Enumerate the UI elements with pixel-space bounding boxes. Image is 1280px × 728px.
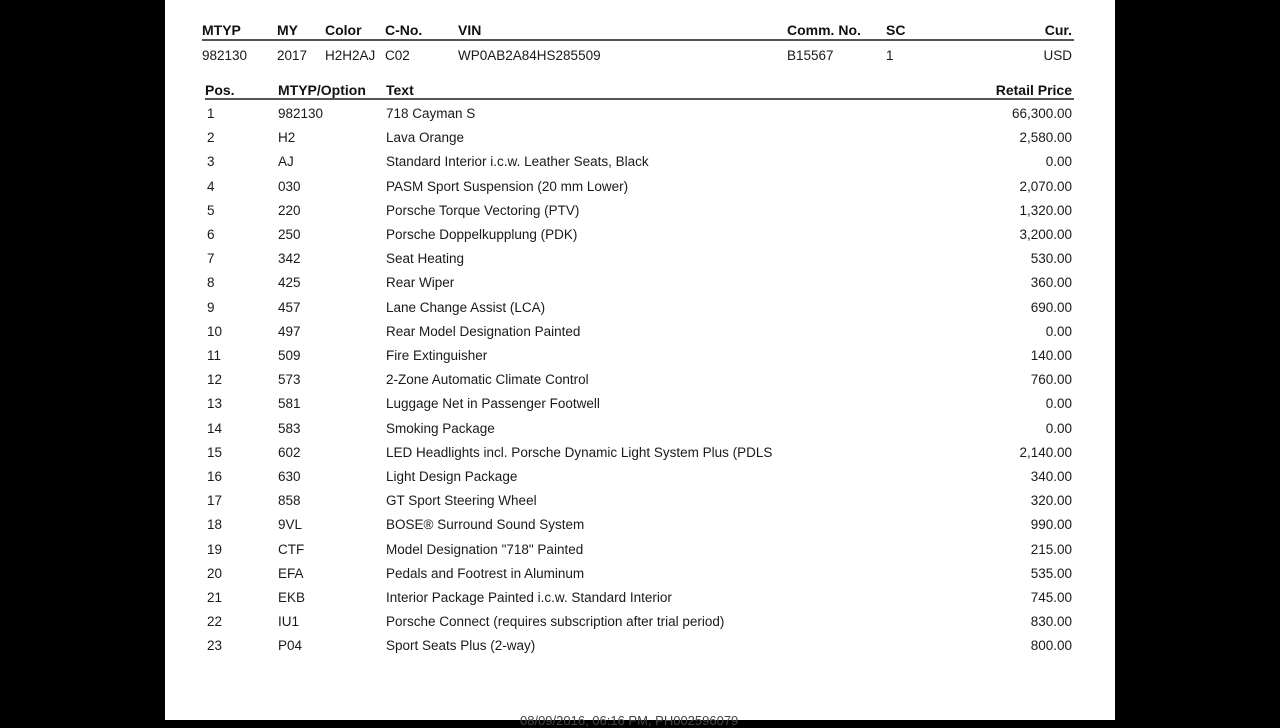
value-color: H2H2AJ — [325, 48, 376, 63]
label-mtyp: MTYP — [202, 22, 241, 38]
row-retail-price: 990.00 — [1030, 517, 1072, 533]
row-retail-price: 830.00 — [1030, 614, 1072, 630]
row-option-code: 858 — [278, 493, 301, 509]
row-option-code: CTF — [278, 541, 305, 557]
table-row — [165, 201, 1115, 221]
row-option-code: 342 — [278, 251, 301, 267]
row-option-code: 497 — [278, 323, 301, 339]
col-option: MTYP/Option — [278, 82, 366, 98]
table-row — [165, 515, 1115, 535]
value-mtyp: 982130 — [202, 48, 248, 63]
row-option-code: IU1 — [278, 614, 300, 630]
row-pos: 16 — [207, 469, 223, 484]
row-retail-price: 2,070.00 — [1019, 178, 1072, 194]
label-sc: SC — [886, 22, 906, 38]
row-pos: 12 — [207, 372, 223, 388]
label-currency: Cur. — [1044, 22, 1072, 38]
row-retail-price: 1,320.00 — [1019, 202, 1072, 218]
row-retail-price: 320.00 — [1030, 493, 1072, 509]
row-option-text: Model Designation "718" Painted — [386, 541, 584, 557]
row-retail-price: 760.00 — [1030, 372, 1072, 388]
row-pos: 9 — [207, 299, 215, 315]
row-option-code: EFA — [278, 565, 304, 581]
row-option-text: Lava Orange — [386, 130, 465, 146]
row-option-code: 583 — [278, 420, 301, 436]
table-row — [165, 540, 1115, 560]
label-my: MY — [277, 22, 298, 38]
row-option-code: AJ — [278, 154, 294, 170]
vehicle-header-labels — [165, 20, 1115, 40]
row-option-code: P04 — [278, 638, 303, 654]
value-sc: 1 — [886, 48, 894, 63]
row-pos: 1 — [207, 106, 215, 121]
document-page — [165, 0, 1115, 728]
row-option-text: Sport Seats Plus (2-way) — [386, 638, 536, 654]
row-option-code: H2 — [278, 130, 296, 146]
vehicle-header-values — [165, 46, 1115, 66]
row-option-code: 630 — [278, 469, 301, 484]
row-pos: 14 — [207, 420, 223, 436]
row-option-code: 509 — [278, 348, 301, 363]
row-option-text: PASM Sport Suspension (20 mm Lower) — [386, 178, 629, 194]
row-option-text: Porsche Doppelkupplung (PDK) — [386, 227, 578, 242]
row-pos: 18 — [207, 517, 223, 533]
row-option-code: 581 — [278, 396, 301, 412]
page-footer: 08/09/2016, 06:16 PM, PH002596079 — [520, 713, 739, 728]
table-row — [165, 443, 1115, 463]
row-retail-price: 0.00 — [1045, 396, 1072, 412]
table-row — [165, 225, 1115, 245]
label-comm-no: Comm. No. — [787, 22, 861, 38]
row-option-text: GT Sport Steering Wheel — [386, 493, 537, 509]
row-retail-price: 3,200.00 — [1019, 227, 1072, 242]
row-retail-price: 360.00 — [1030, 275, 1072, 291]
table-row — [165, 104, 1115, 124]
table-row — [165, 346, 1115, 366]
value-vin: WP0AB2A84HS285509 — [458, 48, 601, 63]
row-option-text: Rear Model Designation Painted — [386, 323, 581, 339]
row-retail-price: 690.00 — [1030, 299, 1072, 315]
table-row — [165, 298, 1115, 318]
row-option-code: EKB — [278, 590, 306, 605]
row-option-text: Luggage Net in Passenger Footwell — [386, 396, 600, 412]
row-retail-price: 340.00 — [1030, 469, 1072, 484]
row-pos: 2 — [207, 130, 215, 146]
row-option-text: Standard Interior i.c.w. Leather Seats, Black — [386, 154, 649, 170]
value-currency: USD — [1043, 48, 1072, 63]
label-cno: C-No. — [385, 22, 423, 38]
row-option-text: 718 Cayman S — [386, 106, 476, 121]
row-option-code: 425 — [278, 275, 301, 291]
table-row — [165, 419, 1115, 439]
table-row — [165, 128, 1115, 148]
row-option-text: Fire Extinguisher — [386, 348, 488, 363]
table-row — [165, 612, 1115, 632]
row-pos: 23 — [207, 638, 223, 654]
row-pos: 22 — [207, 614, 223, 630]
table-row — [165, 394, 1115, 414]
table-divider — [205, 98, 1074, 100]
row-option-code: 030 — [278, 178, 301, 194]
value-my: 2017 — [277, 48, 308, 63]
row-option-text: Seat Heating — [386, 251, 465, 267]
row-pos: 10 — [207, 323, 223, 339]
row-pos: 7 — [207, 251, 215, 267]
header-divider — [202, 39, 1074, 41]
row-pos: 20 — [207, 565, 223, 581]
row-retail-price: 800.00 — [1030, 638, 1072, 654]
row-option-code: 220 — [278, 202, 301, 218]
row-option-code: 457 — [278, 299, 301, 315]
row-retail-price: 530.00 — [1030, 251, 1072, 267]
label-color: Color — [325, 22, 362, 38]
row-retail-price: 0.00 — [1045, 154, 1072, 170]
row-retail-price: 2,580.00 — [1019, 130, 1072, 146]
row-option-text: Porsche Torque Vectoring (PTV) — [386, 202, 580, 218]
label-vin: VIN — [458, 22, 482, 38]
table-row — [165, 467, 1115, 487]
row-pos: 21 — [207, 590, 223, 605]
row-pos: 4 — [207, 178, 215, 194]
row-retail-price: 66,300.00 — [1011, 106, 1072, 121]
value-comm-no: B15567 — [787, 48, 834, 63]
col-text: Text — [386, 82, 414, 98]
table-row — [165, 177, 1115, 197]
row-pos: 5 — [207, 202, 215, 218]
row-option-code: 602 — [278, 444, 301, 460]
table-row — [165, 636, 1115, 656]
row-option-text: Interior Package Painted i.c.w. Standard Interior — [386, 590, 672, 605]
row-option-text: Pedals and Footrest in Aluminum — [386, 565, 585, 581]
row-option-code: 573 — [278, 372, 301, 388]
row-option-code: 9VL — [278, 517, 303, 533]
row-pos: 17 — [207, 493, 223, 509]
row-option-text: BOSE® Surround Sound System — [386, 517, 585, 533]
row-pos: 15 — [207, 444, 223, 460]
row-option-code: 982130 — [278, 106, 324, 121]
row-option-text: Porsche Connect (requires subscription after trial period) — [386, 614, 725, 630]
col-pos: Pos. — [205, 82, 235, 98]
row-option-text: Light Design Package — [386, 469, 518, 484]
row-option-text: Rear Wiper — [386, 275, 455, 291]
table-row — [165, 491, 1115, 511]
row-retail-price: 535.00 — [1030, 565, 1072, 581]
row-pos: 3 — [207, 154, 215, 170]
table-row — [165, 249, 1115, 269]
row-pos: 11 — [207, 348, 222, 363]
row-option-text: Smoking Package — [386, 420, 495, 436]
table-row — [165, 370, 1115, 390]
options-table-header — [165, 80, 1115, 100]
value-cno: C02 — [385, 48, 410, 63]
table-row — [165, 273, 1115, 293]
row-option-text: 2-Zone Automatic Climate Control — [386, 372, 589, 388]
row-pos: 19 — [207, 541, 223, 557]
row-retail-price: 215.00 — [1030, 541, 1072, 557]
col-retail-price: Retail Price — [995, 82, 1072, 98]
row-pos: 6 — [207, 227, 215, 242]
table-row — [165, 588, 1115, 608]
row-retail-price: 745.00 — [1030, 590, 1072, 605]
row-option-text: Lane Change Assist (LCA) — [386, 299, 546, 315]
table-row — [165, 564, 1115, 584]
row-pos: 13 — [207, 396, 223, 412]
row-retail-price: 0.00 — [1045, 420, 1072, 436]
row-option-code: 250 — [278, 227, 301, 242]
row-retail-price: 2,140.00 — [1019, 444, 1072, 460]
table-row — [165, 322, 1115, 342]
row-retail-price: 140.00 — [1030, 348, 1072, 363]
table-row — [165, 152, 1115, 172]
row-option-text: LED Headlights incl. Porsche Dynamic Light System Plus (PDLS — [386, 444, 773, 460]
row-pos: 8 — [207, 275, 215, 291]
row-retail-price: 0.00 — [1045, 323, 1072, 339]
